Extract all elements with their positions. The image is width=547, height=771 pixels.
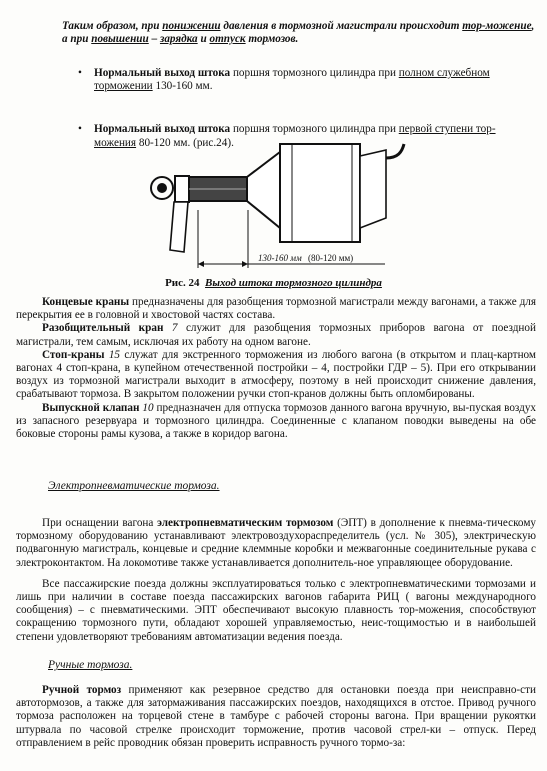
manual-text-block xyxy=(16,684,536,750)
dimension-label: 130-160 мм xyxy=(258,253,302,263)
brake-cylinder-figure xyxy=(140,138,410,268)
intro-paragraph: Таким образом, при понижении давления в тормозной магистрали происходит тор-можение, а при повышении – зарядка и отпуск тормозов. xyxy=(62,20,535,46)
cylinder-cover xyxy=(360,150,386,228)
air-pipe xyxy=(386,144,404,158)
section-heading: Ручные тормоза. xyxy=(48,659,133,671)
brake-lever xyxy=(170,202,188,252)
bullet-dot: • xyxy=(78,67,82,79)
paragraph: Концевые краны предназначены для разобщения тормозной магистрали между вагонами, а также для перекрытия ее в головной и хвостовой частях состава. xyxy=(16,296,536,322)
main-text-block xyxy=(16,296,536,441)
bullet-dot: • xyxy=(78,123,82,136)
paragraph: Выпускной клапан 10 предназначен для отпуска тормозов данного вагона вручную, вы-пуская воздух из запасного резервуара и тормозного цилиндра. Соединенные с клапаном поводки выведены на обе боковые стороны рамы кузова, а также в коридор вагона. xyxy=(16,401,537,441)
dimension-label-alt: (80-120 мм) xyxy=(308,253,354,263)
cylinder-cone xyxy=(247,152,280,228)
paragraph: Ручной тормоз применяют как резервное средство для остановки поезда при неисправно-сти автотормозов, а также для затормаживания пассажирских поездов, находящихся в отстое. Привод ручного тормоза расположен на торцевой стене в тамбуре с рабочей стороны вагона. При вращении рукоятки штурвала по часовой стрелке происходит торможение, против часовой стрел-ки – отпуск. Перед отправлением в рейс проводник обязан проверить исправность ручного тормо-за: xyxy=(16,684,537,749)
paragraph: Все пассажирские поезда должны эксплуатироваться только с электропневматическими тормозами и лишь при наличии в составе поезда пассажирских вагонов габарита РИЦ ( вагоны международного сообщения) – с пневматическими. ЭПТ обеспечивают высокую плавность тор-можения, способствуют сокращению тормозного пути, обладают хорошей управляемостью, неис-тощимостью и в наибольшей степени удовлетворяют требованиям автоматизации ведения поезда. xyxy=(16,577,536,643)
bullet-item: • Нормальный выход штока поршня тормозного цилиндра при первой ступени тор-можения 80-120 мм. (рис.24). xyxy=(78,123,496,149)
paragraph: Стоп-краны 15 служат для экстренного торможения из любого вагона (в открытом и плац-картном вагонах 4 стоп-крана, в купейном отечественной постройки – 4, постройки ГДР – 5). При его открывании воздух из тормозной магистрали выходит в атмосферу, поэтому в ней происходит снижение давления, срабатывают тормоза. В закрытом положении ручки стоп-кранов должны быть опломбированы. xyxy=(16,348,537,401)
paragraph: При оснащении вагона электропневматическим тормозом (ЭПТ) в дополнение к пневма-тическому тормозному оборудованию устанавливают электровоздухораспределитель (усл. № 305), электрическую подвагонную магистраль, концевые и средние клеммные коробки и межвагонные соединительные рукава с электроконтактом. На локомотиве также устанавливается дополнитель-ное управляющее оборудование. xyxy=(16,517,536,569)
ept-text-block xyxy=(16,517,536,644)
rod-yoke xyxy=(175,176,189,202)
figure-caption: Рис. 24 Выход штока тормозного цилиндра xyxy=(165,277,382,289)
paragraph: Разобщительный кран 7 служит для разобщения тормозных приборов вагона от поездной магистрали, тем самым, исключая их работу на одном вагоне. xyxy=(16,322,536,348)
section-heading: Электропневматические тормоза. xyxy=(48,480,220,492)
bullet-item: • Нормальный выход штока поршня тормозного цилиндра при полном служебном торможении 130-160 мм. xyxy=(78,67,490,93)
